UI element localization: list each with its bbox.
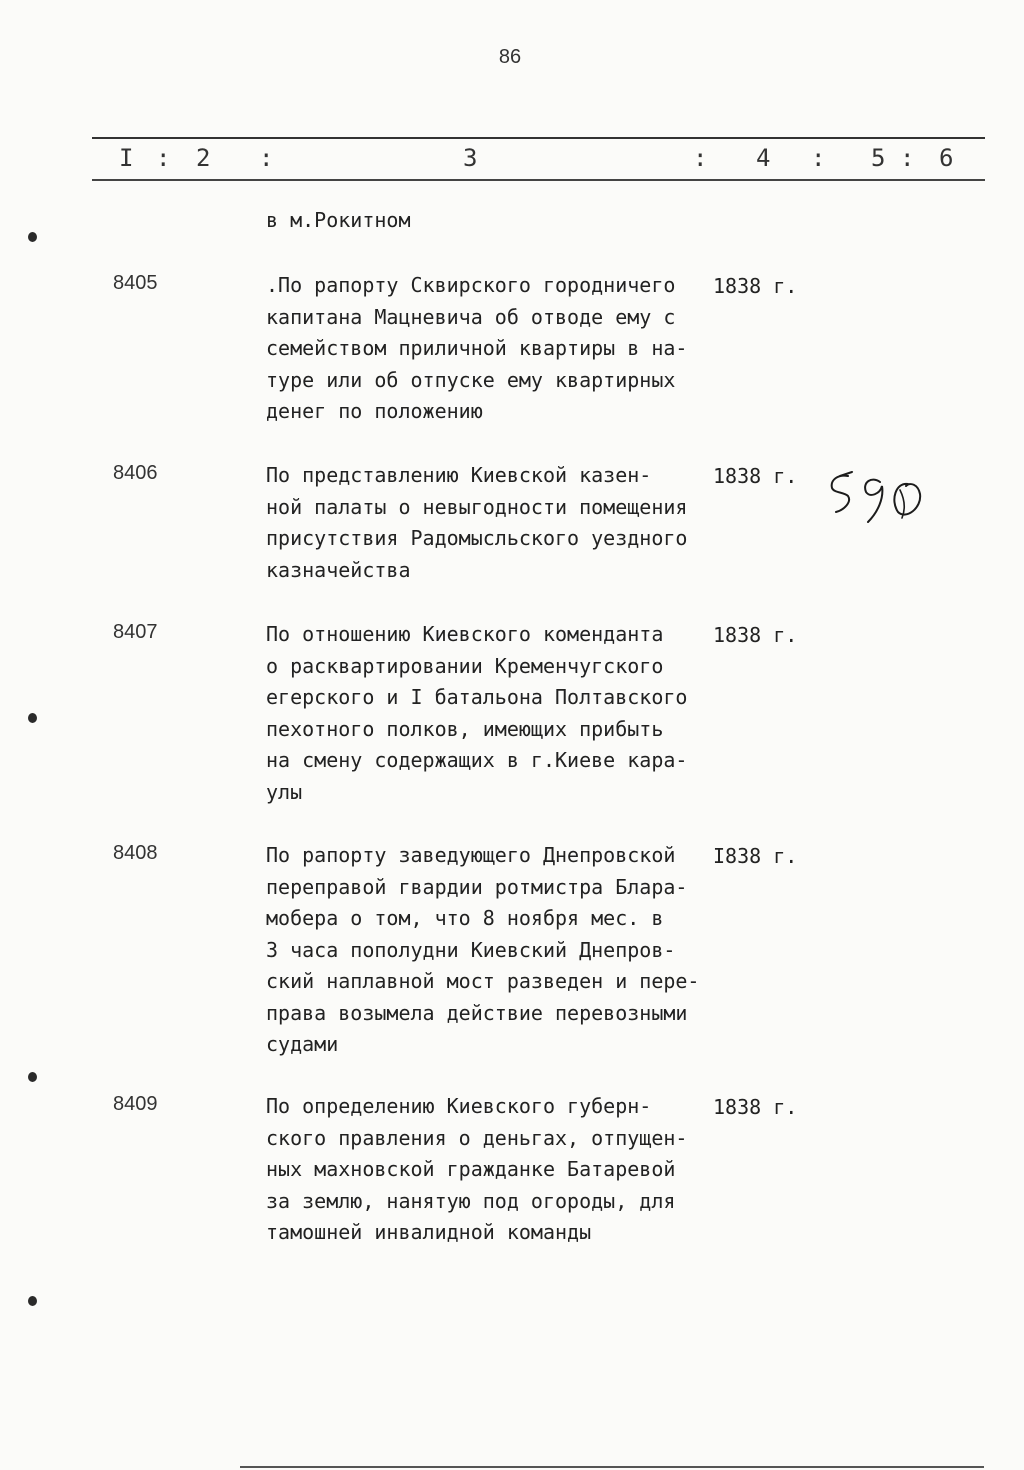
header-separator: : <box>693 144 708 172</box>
entry-year: 1838 г. <box>713 464 798 488</box>
bottom-edge-rule <box>240 1466 984 1468</box>
entry-description: По рапорту заведующего Днепровской переправой гвардии ротмистра Блара- мобера о том, что 8 ноября мес. в 3 часа пополудни Киевский Днепров- ский наплавной мост разведен и пере- права возымела действие перевозными судами <box>266 843 700 1056</box>
header-col-4: 4 <box>756 144 771 172</box>
punch-hole <box>28 713 37 723</box>
header-col-3: 3 <box>463 144 478 172</box>
header-col-5: 5 <box>871 144 886 172</box>
punch-hole <box>28 232 37 242</box>
entry-number: 8407 <box>113 621 158 643</box>
handwritten-590-mark <box>826 462 936 532</box>
header-top-rule <box>92 137 985 139</box>
entry-description: По отношению Киевского коменданта о расквартировании Кременчугского егерского и I батальона Полтавского пехотного полков, имеющих прибыть на смену содержащих в г.Киеве кара- улы <box>266 622 688 804</box>
handwritten-sheet-number <box>826 462 936 532</box>
header-separator: : <box>259 144 274 172</box>
header-separator: : <box>900 144 915 172</box>
entry-number: 8409 <box>113 1093 158 1115</box>
entry-year: 1838 г. <box>713 623 798 647</box>
locality-line: в м.Рокитном <box>266 208 411 232</box>
entry-year: 1838 г. <box>713 274 798 298</box>
entry-description: .По рапорту Сквирского городничего капитана Мацневича об отводе ему с семейством приличной квартиры в на- туре или об отпуске ему квартирных денег по положению <box>266 273 688 423</box>
header-bottom-rule <box>92 179 985 181</box>
punch-hole <box>28 1072 37 1082</box>
page-number: 86 <box>498 46 522 68</box>
entry-year: I838 г. <box>713 844 798 868</box>
entry-description: По определению Киевского губерн- ского правления о деньгах, отпущен- ных махновской гражданке Батаревой за землю, нанятую под огороды, для тамошней инвалидной команды <box>266 1094 688 1244</box>
header-col-1: I <box>119 144 134 172</box>
punch-hole <box>28 1296 37 1306</box>
header-col-6: 6 <box>939 144 954 172</box>
entry-description: По представлению Киевской казен- ной палаты о невыгодности помещения присутствия Радомысльского уездного казначейства <box>266 463 688 582</box>
entry-year: 1838 г. <box>713 1095 798 1119</box>
header-separator: : <box>811 144 826 172</box>
entry-number: 8406 <box>113 462 158 484</box>
header-separator: : <box>156 144 171 172</box>
entry-number: 8408 <box>113 842 158 864</box>
entry-number: 8405 <box>113 272 158 294</box>
header-col-2: 2 <box>196 144 211 172</box>
